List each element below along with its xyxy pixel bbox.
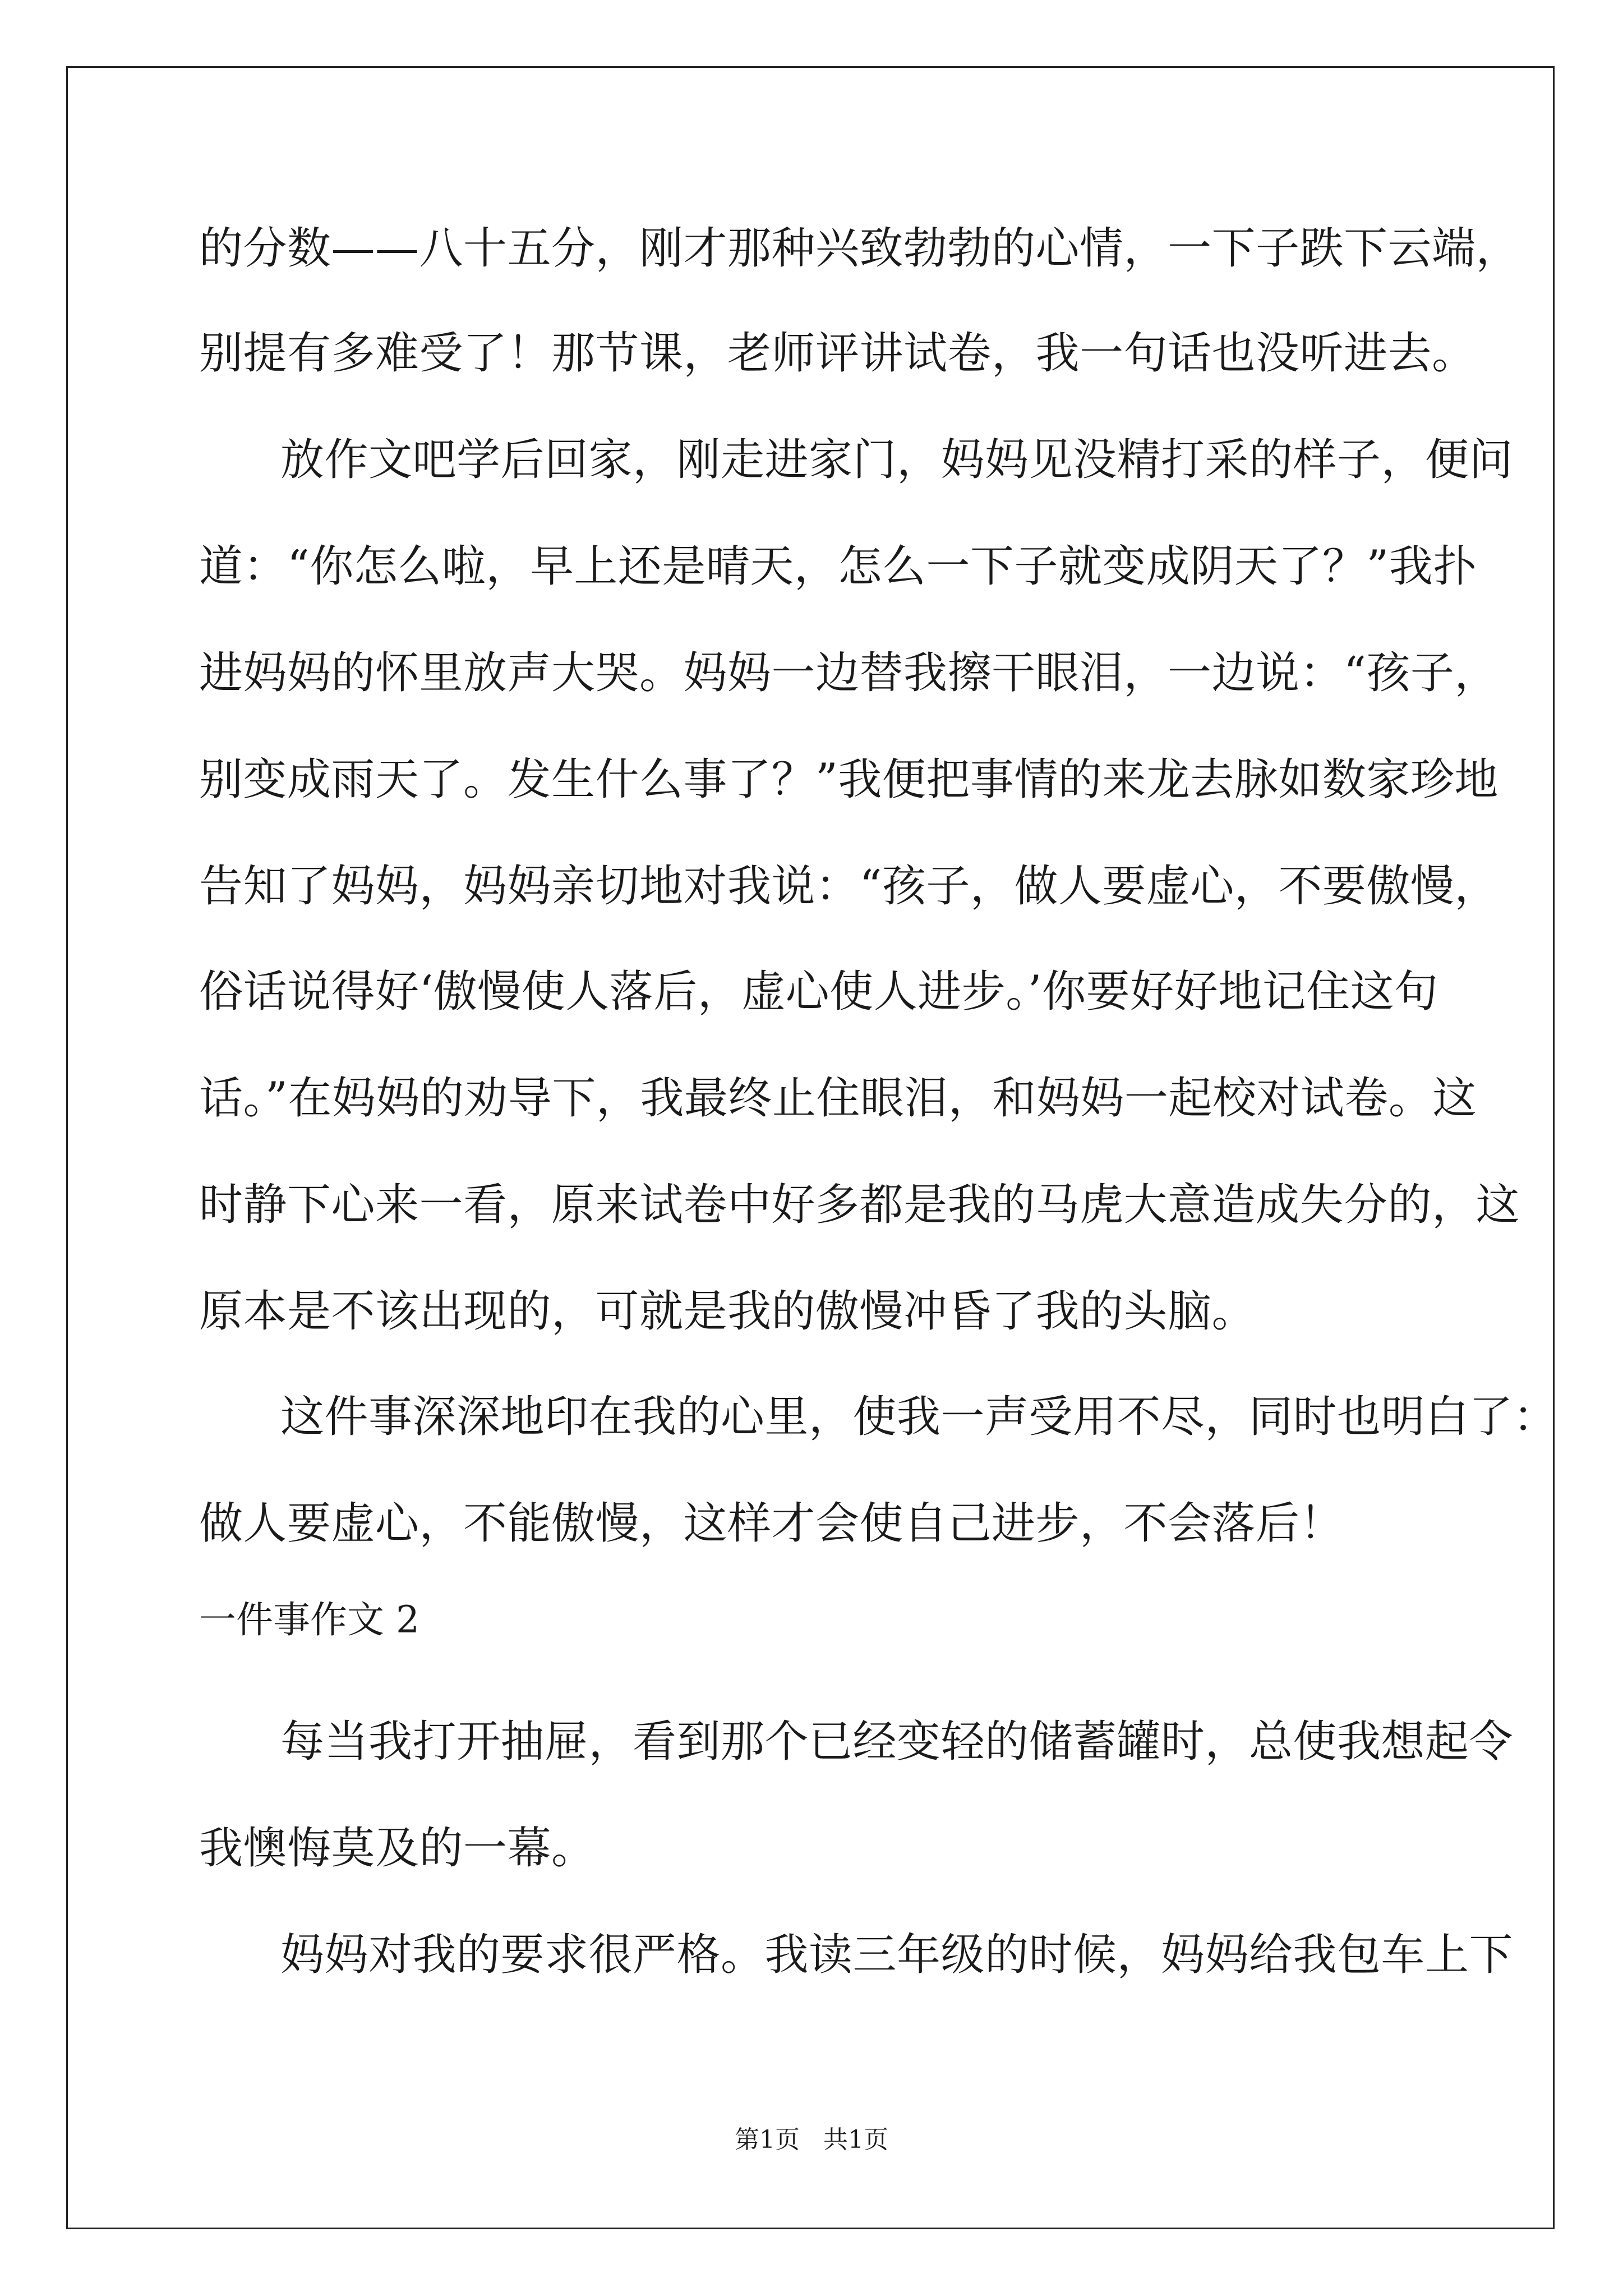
page-border xyxy=(66,66,1555,2229)
section-heading: 一件事作文 2 xyxy=(199,1598,419,1641)
text-line-8: 俗话说得好‘傲慢使人落后，虚心使人进步。’你要好好地记住这句 xyxy=(199,967,1438,1017)
text-line-2: 别提有多难受了！那节课，老师评讲试卷，我一句话也没听进去。 xyxy=(199,328,1476,379)
text-line-14: 每当我打开抽屉，看到那个已经变轻的储蓄罐时，总使我想起令 xyxy=(280,1717,1514,1767)
text-line-6: 别变成雨天了。发生什么事了？”我便把事情的来龙去脉如数家珍地 xyxy=(199,754,1498,805)
text-line-4: 道：“你怎么啦，早上还是晴天，怎么一下子就变成阴天了？”我扑 xyxy=(199,541,1477,592)
text-line-10: 时静下心来一看，原来试卷中好多都是我的马虎大意造成失分的，这 xyxy=(199,1180,1520,1230)
page-footer: 第1页 共1页 xyxy=(735,2125,888,2154)
text-line-13: 做人要虚心，不能傲慢，这样才会使自己进步，不会落后！ xyxy=(199,1498,1344,1549)
text-line-1: 的分数——八十五分，刚才那种兴致勃勃的心情，一下子跌下云端， xyxy=(199,223,1520,274)
text-line-16: 妈妈对我的要求很严格。我读三年级的时候，妈妈给我包车上下 xyxy=(280,1930,1514,1980)
text-line-3: 放作文吧学后回家，刚走进家门，妈妈见没精打采的样子，便问 xyxy=(280,435,1514,485)
text-line-15: 我懊悔莫及的一幕。 xyxy=(199,1823,596,1874)
text-line-5: 进妈妈的怀里放声大哭。妈妈一边替我擦干眼泪，一边说：“孩子， xyxy=(199,648,1498,698)
text-line-7: 告知了妈妈，妈妈亲切地对我说：“孩子，做人要虚心，不要傲慢， xyxy=(199,861,1498,912)
text-line-11: 原本是不该出现的，可就是我的傲慢冲昏了我的头脑。 xyxy=(199,1286,1256,1337)
text-line-12: 这件事深深地印在我的心里，使我一声受用不尽，同时也明白了： xyxy=(280,1392,1557,1442)
text-line-9: 话。”在妈妈的劝导下，我最终止住眼泪，和妈妈一起校对试卷。这 xyxy=(199,1073,1477,1124)
